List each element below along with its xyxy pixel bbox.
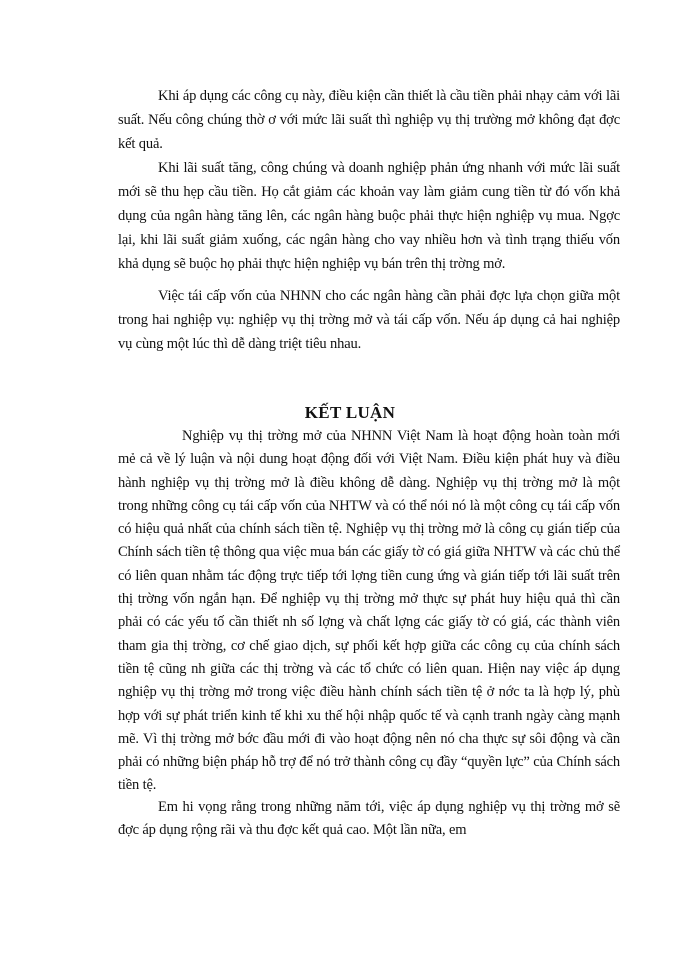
paragraph-rate-increase: Khi lãi suất tăng, công chúng và doanh nghiệp phản ứng nhanh với mức lãi suất mới sẽ thu hẹp cầu tiền. Họ cắt giảm các khoản vay làm giảm cung tiền từ đó vốn khả dụng của ngân hàng tăng lên, các ngân hàng buộc phải thực hiện nghiệp vụ mua. Ngợc lại, khi lãi suất giảm xuống, các ngân hàng cho vay nhiều hơn và tình trạng thiếu vốn khả dụng sẽ buộc họ phải thực hiện nghiệp vụ bán trên thị trờng mở. (118, 160, 620, 272)
paragraph-conclusion-body: Nghiệp vụ thị trờng mở của NHNN Việt Nam là hoạt động hoàn toàn mới mẻ cả về lý luận và nội dung hoạt động đối với Việt Nam. Điều kiện phát huy và điều hành nghiệp vụ thị trờng mở là điều không dễ dàng. Nghiệp vụ thị trờng mở là một trong những công cụ tái cấp vốn của NHTW và có thể nói nó là một công cụ tái cấp vốn có hiệu quả nhất của chính sách tiền tệ. Nghiệp vụ thị trờng mở là công cụ gián tiếp của Chính sách tiền tệ thông qua việc mua bán các giấy tờ có giá giữa NHTW và các chủ thể có liên quan nhằm tác động trực tiếp tới lợng tiền cung ứng và gián tiếp tới lãi suất trên thị trờng vốn ngắn hạn. Để nghiệp vụ thị trờng mở thực sự phát huy hiệu quả thì cần phải có các yếu tố cần thiết nh số lợng và chất lợng các giấy tờ có giá, các thành viên tham gia thị trờng, cơ chế giao dịch, sự phối kết hợp giữa các công cụ của chính sách tiền tệ cũng nh giữa các thị trờng và các tổ chức có liên quan. Hiện nay việc áp dụng nghiệp vụ thị trờng mở trong việc điều hành chính sách tiền tệ ở nớc ta là hợp lý, phù hợp với sự phát triển kinh tế khi xu thế hội nhập quốc tế và cạnh tranh ngày càng mạnh mẽ. Vì thị trờng mở bớc đầu mới đi vào hoạt động nên nó cha thực sự sôi động và cần phải có những biện pháp hỗ trợ để nó trở thành công cụ đầy “quyền lực” của Chính sách tiền tệ. (118, 428, 620, 794)
paragraph-refinancing: Việc tái cấp vốn của NHNN cho các ngân hàng cần phải đợc lựa chọn giữa một trong hai nghiệp vụ: nghiệp vụ thị trờng mở và tái cấp vốn. Nếu áp dụng cả hai nghiệp vụ cùng một lúc thì dễ dàng triệt tiêu nhau. (118, 288, 620, 352)
paragraph-closing: Em hi vọng rằng trong những năm tới, việc áp dụng nghiệp vụ thị trờng mở sẽ đợc áp dụng rộng rãi và thu đợc kết quả cao. Một lần nữa, em (118, 799, 620, 838)
paragraph-interest-sensitivity: Khi áp dụng các công cụ này, điều kiện cần thiết là cầu tiền phải nhạy cảm với lãi suất. Nếu công chúng thờ ơ với mức lãi suất thì nghiệp vụ thị trường mở không đạt đợc kết quả. (118, 88, 620, 152)
conclusion-heading: KẾT LUẬN (304, 403, 396, 422)
